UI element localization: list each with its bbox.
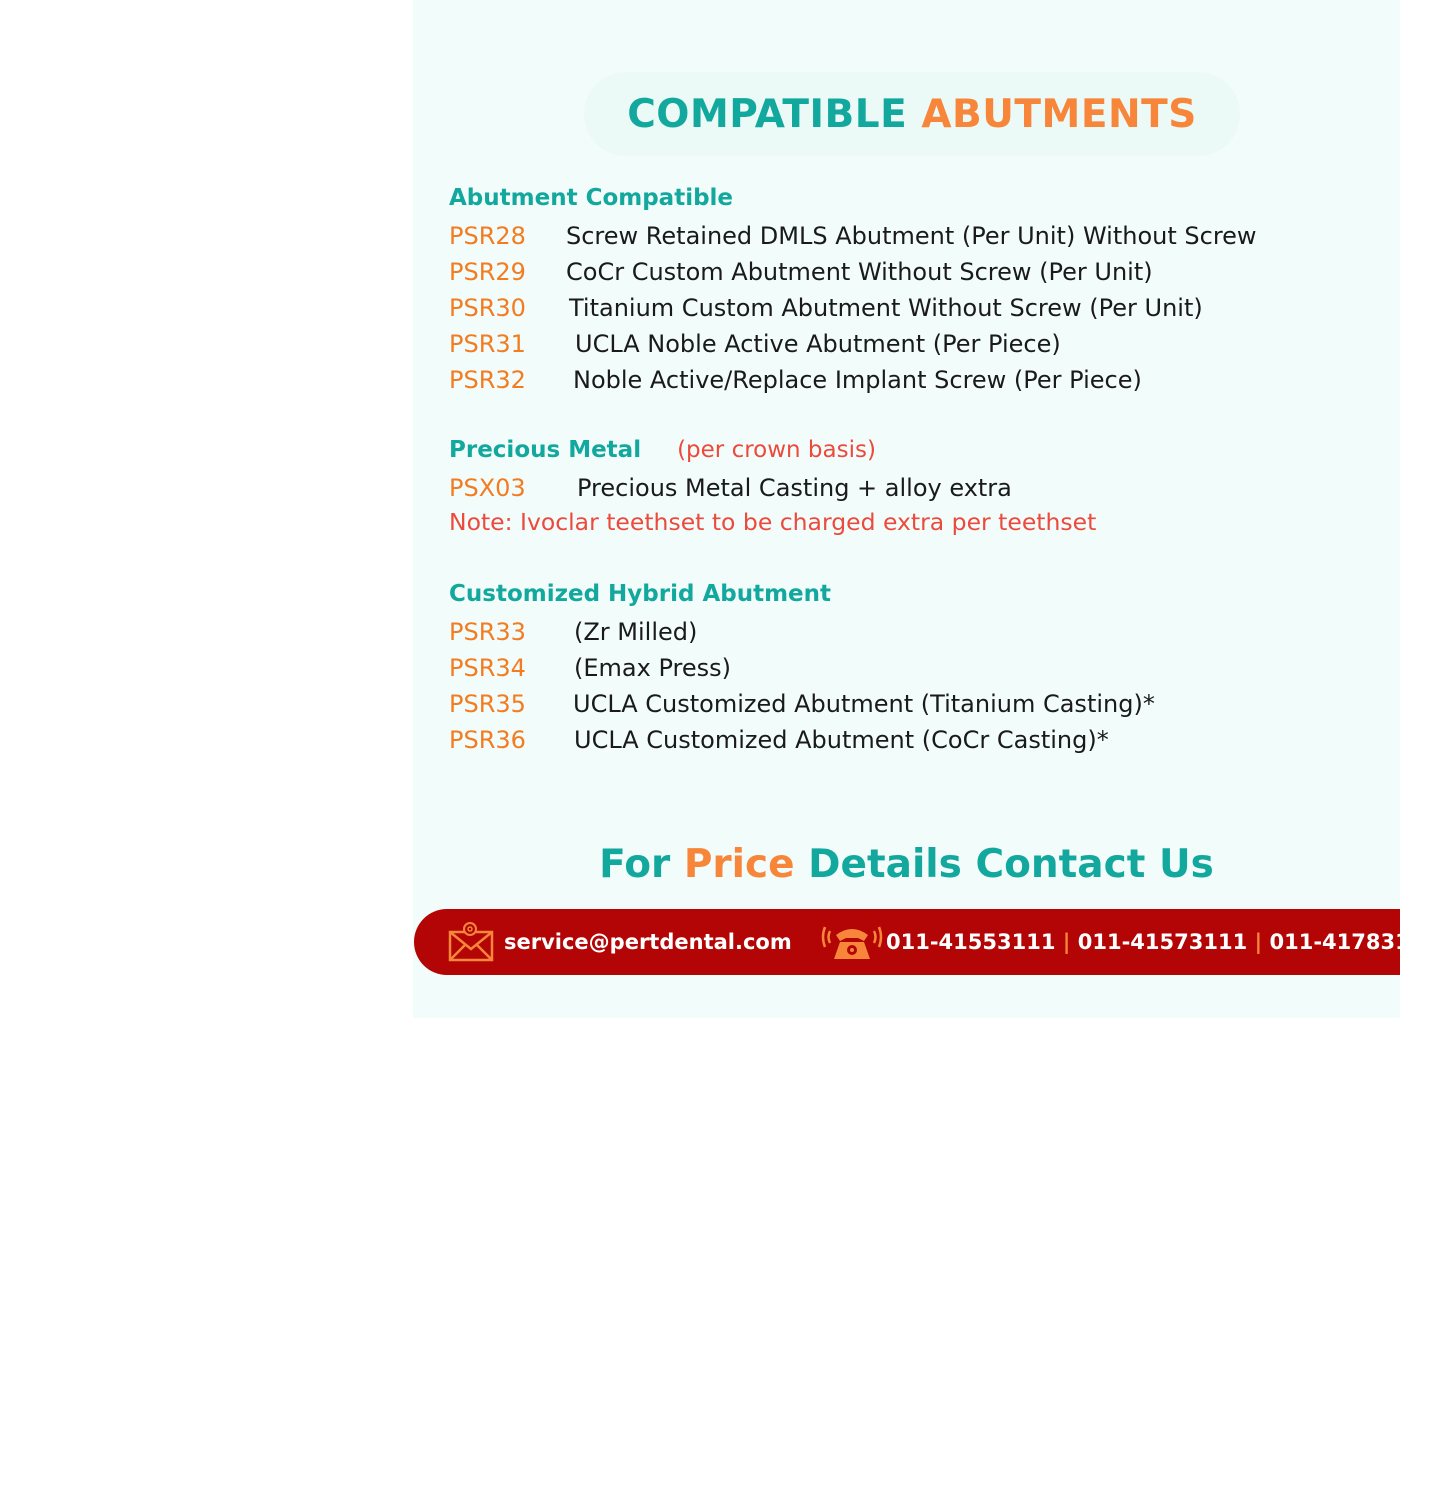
section-heading-abutment-compatible: Abutment Compatible bbox=[449, 185, 734, 211]
section-heading-label: Precious Metal bbox=[449, 437, 642, 463]
list-item bbox=[449, 327, 1061, 361]
item-description: Noble Active/Replace Implant Screw (Per Piece) bbox=[573, 366, 1142, 394]
contact-phones bbox=[886, 909, 1439, 975]
title-part-abutments: ABUTMENTS bbox=[921, 91, 1197, 137]
item-code: PSR33 bbox=[449, 618, 526, 646]
list-item bbox=[449, 255, 1153, 289]
item-description: CoCr Custom Abutment Without Screw (Per Unit) bbox=[566, 258, 1153, 286]
item-code: PSR30 bbox=[449, 294, 526, 322]
item-description: (Emax Press) bbox=[574, 654, 731, 682]
phone-number[interactable]: 011-41783111 bbox=[1269, 930, 1439, 954]
list-item bbox=[449, 471, 1012, 505]
section-heading-hybrid: Customized Hybrid Abutment bbox=[449, 581, 832, 607]
section-heading-precious-metal bbox=[449, 437, 876, 463]
item-code: PSR34 bbox=[449, 654, 526, 682]
item-code: PSR35 bbox=[449, 690, 526, 718]
item-description: (Zr Milled) bbox=[574, 618, 698, 646]
list-item bbox=[449, 651, 731, 685]
list-item bbox=[449, 291, 1203, 325]
list-item bbox=[449, 723, 1109, 757]
item-description: Titanium Custom Abutment Without Screw (Per Unit) bbox=[569, 294, 1203, 322]
item-code: PSR28 bbox=[449, 222, 526, 250]
list-item bbox=[449, 219, 1257, 253]
contact-title-rest: Details Contact Us bbox=[808, 842, 1214, 887]
phone-separator: | bbox=[1254, 930, 1263, 954]
contact-bar bbox=[414, 909, 1439, 975]
contact-title-for: For bbox=[599, 842, 671, 887]
section-heading-aside: (per crown basis) bbox=[677, 437, 876, 463]
page-title bbox=[584, 72, 1240, 156]
note-text: Note: Ivoclar teethset to be charged extra per teethset bbox=[449, 508, 1097, 536]
title-part-compatible: COMPATIBLE bbox=[627, 91, 908, 137]
telephone-icon bbox=[824, 921, 880, 963]
phone-number[interactable]: 011-41553111 bbox=[886, 930, 1056, 954]
envelope-icon bbox=[448, 922, 494, 962]
phone-number[interactable]: 011-41573111 bbox=[1077, 930, 1248, 954]
item-description: UCLA Customized Abutment (CoCr Casting)* bbox=[574, 726, 1109, 754]
item-code: PSR31 bbox=[449, 330, 526, 358]
list-item bbox=[449, 363, 1142, 397]
item-description: Precious Metal Casting + alloy extra bbox=[577, 474, 1012, 502]
item-code: PSR36 bbox=[449, 726, 526, 754]
list-item bbox=[449, 615, 698, 649]
list-item bbox=[449, 687, 1155, 721]
item-code: PSX03 bbox=[449, 474, 526, 502]
contact-email[interactable]: service@pertdental.com bbox=[504, 930, 792, 954]
item-description: UCLA Noble Active Abutment (Per Piece) bbox=[575, 330, 1061, 358]
contact-title bbox=[413, 842, 1400, 887]
item-description: UCLA Customized Abutment (Titanium Casting)* bbox=[573, 690, 1155, 718]
item-code: PSR29 bbox=[449, 258, 526, 286]
contact-title-price: Price bbox=[683, 842, 795, 887]
item-description: Screw Retained DMLS Abutment (Per Unit) Without Screw bbox=[566, 222, 1257, 250]
item-code: PSR32 bbox=[449, 366, 526, 394]
phone-separator: | bbox=[1062, 930, 1071, 954]
